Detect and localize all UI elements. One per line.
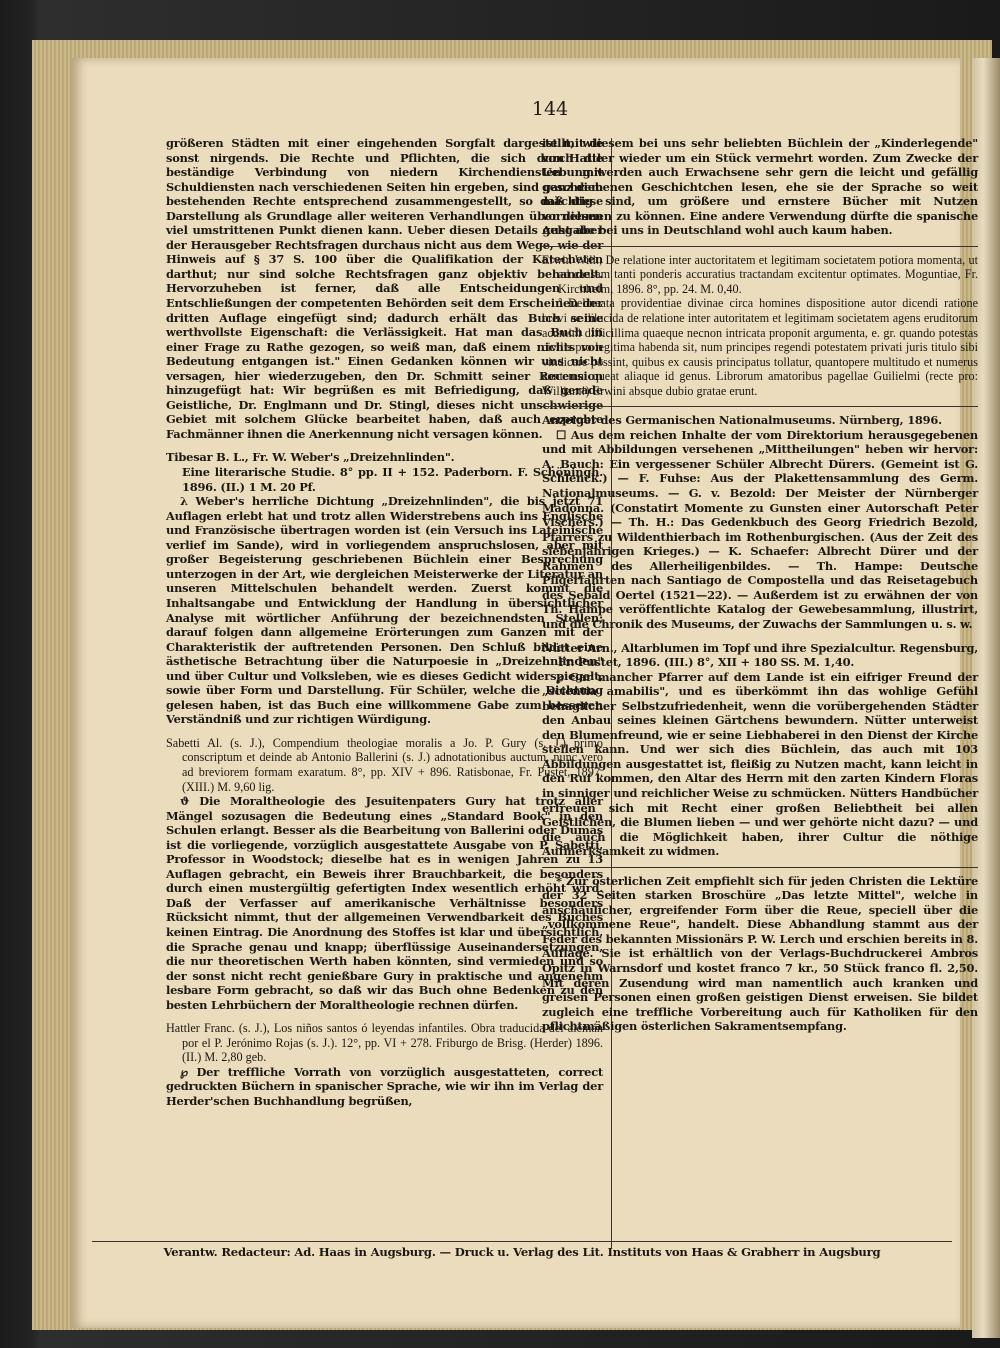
- advertisement-notice: * Zur österlichen Zeit empfiehlt sich für jeden Christen die Lektüre der 32 Seiten starken Broschüre „Das letzte Mittel", welche in anschaulicher, ergreifender Form über die Reue, speciell über die „vollkommene Reue", handelt. Diese Abhandlung stammt aus der Feder des bekannten Missionärs P. W. Lerch und erschien bereits in 8. Auflage. Sie ist erhältlich von der Verlags-Buchdruckerei Ambros Opitz in Warnsdorf und kostet franco 7 kr., 50 Stück franco fl. 2,50. Mit deren Zusendung wird man namentlich auch kranken und greisen Personen einen großen geistigen Dienst erweisen. Sie bildet zugleich eine treffliche Vorbereitung auch für Katholiken für den pflichtmäßigen österlichen Sakramentsempfang.: [542, 873, 978, 1034]
- entry-heading: Tibesar B. L., Fr. W. Weber's „Dreizehnlinden".: [166, 450, 455, 465]
- entry-heading: Erwin Will., De relatione inter auctoritatem et legitimam societatem potiora momenta, ut ad causam tanti ponderis accuratius tractandam excitentur optimates. Moguntiae, Fr. Kirchheim, 1896. 8°, pp. 24. M. 0,40.: [542, 252, 978, 296]
- section-rule: [542, 246, 978, 247]
- review-entry: [166, 450, 603, 726]
- section-rule: [542, 867, 978, 868]
- entry-heading: Nütter Arn., Altarblumen im Topf und ihre Spezialcultur. Regensburg, Fr. Pustet, 1896. (III.) 8°, XII + 180 SS. M. 1,40.: [542, 640, 978, 670]
- right-column: [542, 136, 978, 1034]
- entry-text: ℘ Der treffliche Vorrath von vorzüglich ausgestatteten, correct gedruckten Büchern in spanischer Sprache, wie wir ihn im Verlag der Herder'schen Buchhandlung begrüßen,: [166, 1064, 603, 1108]
- entry-text: ☐ Aus dem reichen Inhalte der vom Direktorium herausgegebenen und mit Abbildungen versehenen „Mittheilungen" heben wir hervor: A. Bauch: Ein vergessener Schüler Albrecht Dürers. (Gemeint ist G. Schlenck.) — F. Fuhse: Aus der Plakettensammlung des Germ. Nationalmuseums. — G. v. Bezold: Der Meister der Nürnberger Madonna. (Constatirt Momente zu Gunsten einer Autorschaft Peter Vischers.) — Th. H.: Das Gedenkbuch des Georg Friedrich Bezold, Pfarrers zu Wildenthierbach im Rothenburgischen. (Aus der Zeit des siebenjährigen Krieges.) — K. Schaefer: Albrecht Dürer und der Rahmen des Allerheiligenbildes. — Th. Hampe: Deutsche Pilgerfahrten nach Santiago de Compostella und das Reisetagebuch des Sebald Oertel (1521—22). — Außerdem ist zu erwähnen der von Th. Hampe veröffentlichte Katalog der Gewebesammlung, illustrirt, und die Chronik des Museums, der Zuwachs der Sammlungen u. s. w.: [542, 427, 978, 631]
- entry-heading: Anzeiger des Germanischen Nationalmuseums. Nürnberg, 1896.: [542, 413, 942, 428]
- entry-text: λ Weber's herrliche Dichtung „Dreizehnlinden", die bis jetzt 71 Auflagen erlebt hat und trotz allen Widerstrebens auch ins Englische und Französische übertragen worden ist (ein Versuch ins Lateinische verlief im Sande), wird in vorliegendem anspruchslosen, aber mit großer Begeisterung geschriebenen Büchlein einer Besprechung unterzogen in der Art, wie dergleichen Meisterwerke der Literatur an unseren Mittelschulen behandelt werden. Zuerst kommt die Inhaltsangabe und Entwicklung der Handlung in übersichtlicher Analyse mit wörtlicher Anführung der bezeichnendsten Stellen; darauf folgen dann allgemeine Erörterungen zum Ganzen mit der Charakteristik der auftretenden Personen. Den Schluß bildet eine ästhetische Betrachtung über die Naturpoesie in „Dreizehnlinden" und über Cultur und Volksleben, wie es dieses Gedicht widerspiegelt, sowie über Form und Darstellung. Für Schüler, welche die Dichtung gelesen haben, ist das Buch eine willkommene Gabe zum besseren Verständniß und zur richtigen Würdigung.: [166, 494, 603, 727]
- review-entry: [166, 1021, 603, 1108]
- review-entry: [542, 641, 978, 859]
- review-entry: [166, 736, 603, 1012]
- section-rule: [542, 406, 978, 407]
- entry-heading: Sabetti Al. (s. J.), Compendium theologiae moralis a Jo. P. Gury (s. J.) primo conscriptum et deinde ab Antonio Ballerini (s. J.) adnotationibus auctum, nunc vero ad breviorem formam exaratum. 8°, pp. XIV + 896. Ratisbonae, Fr. Pustet, 1897. (XIII.) M. 9,60 lig.: [166, 735, 603, 794]
- page-number: 144: [531, 98, 569, 120]
- paragraph: größeren Städten mit einer eingehenden Sorgfalt dargestellt, wie sonst nirgends. Die Rechte und Pflichten, die sich durch die beständige Verbindung von niedern Kirchendiensten mit Schuldiensten nach verschiedenen Seiten hin ergeben, sind ganz dem bestehenden Rechte entsprechend zusammengestellt, so daß diese Darstellung als Grundlage aller weiteren Verhandlungen über diesen viel umstrittenen Punkt dienen kann. Ueber diesen Details geht aber der Herausgeber Rechtsfragen durchaus nicht aus dem Wege, wie der Hinweis auf § 37 S. 100 über die Qualifikation der Katecheten darthut; nur sind solche Rechtsfragen ganz objektiv behandelt. Hervorzuheben ist ferner, daß alle Entscheidungen und Entschließungen der competenten Behörden seit dem Erscheinen der dritten Auflage eingefügt sind; dadurch erhält das Buch seine werthvollste Eigenschaft: die Verlässigkeit. Hat man das Buch in einer Frage zu Rathe gezogen, so weiß man, daß einem nichts von Bedeutung entgangen ist." Einen Gedanken können wir uns nicht versagen, hier wiederzugeben, den Dr. Schmitt seiner Recension hinzugefügt hat: Wir begrüßen es mit Befriedigung, daß gerade Geistliche, Dr. Englmann und Dr. Stingl, dieses nicht unschwierige Gebiet mit solchem Glücke bearbeitet haben, daß auch erprobte Fachmänner ihnen die Anerkennung nicht versagen können.: [166, 136, 603, 441]
- entry-text: ℘ Gar mancher Pfarrer auf dem Lande ist ein eifriger Freund der „scientia amabilis", und es überkömmt ihn das wohlige Gefühl behaglicher Selbstzufriedenheit, wenn die vorübergehenden Städter den Anbau seines kleinen Gärtchens bewundern. Nütter unterweist den Blumenfreund, wie er seine Liebhaberei in den Dienst der Kirche stellen kann. Und wer sich dies Büchlein, das auch mit 103 Abbildungen ausgestattet ist, fleißig zu Nutzen macht, kann leicht in den Ruf kommen, den Altar des Herrn mit den zarten Kindern Floras in sinniger und reichlicher Weise zu schmücken. Nütters Handbücher erfreuen sich mit Recht einer großen Beliebtheit bei allen Geistlichen, die Blumen lieben — und wer gehörte nicht dazu? — und die auch die Möglichkeit haben, ihrer Cultur die nöthige Aufmerksamkeit zu widmen.: [542, 669, 978, 859]
- entry-heading: Hattler Franc. (s. J.), Los niños santos ó leyendas infantiles. Obra traducida del alemán por el P. Jerónimo Rojas (s. J.). 12°, pp. VI + 278. Friburgo de Brisg. (Herder) 1896. (II.) M. 2,80 geb.: [166, 1021, 603, 1065]
- book-page: [72, 58, 978, 1328]
- entry-text: ϑ Delineata providentiae divinae circa homines dispositione autor dicendi ratione brevi ac dilucida de relatione inter autoritatem et legitimam societatem agens eruditorum acumini difficillima quaeque necnon intricata proponit argumenta, e. gr. quando potestas civilis pro legitima habenda sit, num principes regendi potestatem privati juris titulo sibi vindicare possint, quibus ex causis principatus tollatur, quantopere multitudo et numerus contemni queat aliaque id genus. Librorum amatoribus pagellae Guilielmi (recte pro: William!) Erwini absque dubio gratae erunt.: [542, 296, 978, 398]
- review-entry: [542, 413, 978, 631]
- imprint-footer: Verantw. Redacteur: Ad. Haas in Augsburg. — Druck u. Verlag des Lit. Instituts von Haas & Grabherr in Augsburg: [92, 1241, 952, 1259]
- review-entry: [542, 253, 978, 398]
- paragraph: ist mit diesem bei uns sehr beliebten Büchlein der „Kinderlegende" von Hattler wieder um ein Stück vermehrt worden. Zum Zwecke der Uebung werden auch Erwachsene sehr gern die leicht und gefällig geschriebenen Geschichtchen lesen, ehe sie der Sprache so weit mächtig sind, um größere und ernstere Bücher mit Nutzen vornehmen zu können. Eine andere Verwendung dürfte die spanische Ausgabe bei uns in Deutschland wohl auch kaum haben.: [542, 136, 978, 238]
- entry-text: ϑ Die Moraltheologie des Jesuitenpaters Gury hat trotz aller Mängel sozusagen die Bedeutung eines „Standard Book" in den Schulen erlangt. Besser als die Bearbeitung von Ballerini oder Dumas ist die vorliegende, vorzüglich ausgestattete Ausgabe von P. Sabetti, Professor in Woodstock; dieselbe hat es in wenigen Jahren zu 13 Auflagen gebracht, ein Beweis ihrer Brauchbarkeit, die besonders durch einen mustergültig gefertigten Index wesentlich erhöht wird. Daß der Verfasser auf amerikanische Verhältnisse besonders Rücksicht nimmt, thut der allgemeinen Verwendbarkeit des Buches keinen Eintrag. Die Anordnung des Stoffes ist klar und übersichtlich, die Sprache genau und knapp; überflüssige Auseinandersetzungen, die nur theoretischen Werth haben könnten, sind vermieden und so der sonst nicht recht genießbare Gury in praktische und angenehm lesbare Form gebracht, so daß wir das Buch ohne Bedenken zu den besten Lehrbüchern der Moraltheologie rechnen dürfen.: [166, 794, 603, 1012]
- entry-biblio: Eine literarische Studie. 8° pp. II + 152. Paderborn. F. Schöningh. 1896. (II.) 1 M. 20 Pf.: [182, 465, 603, 494]
- left-column: [166, 136, 603, 1109]
